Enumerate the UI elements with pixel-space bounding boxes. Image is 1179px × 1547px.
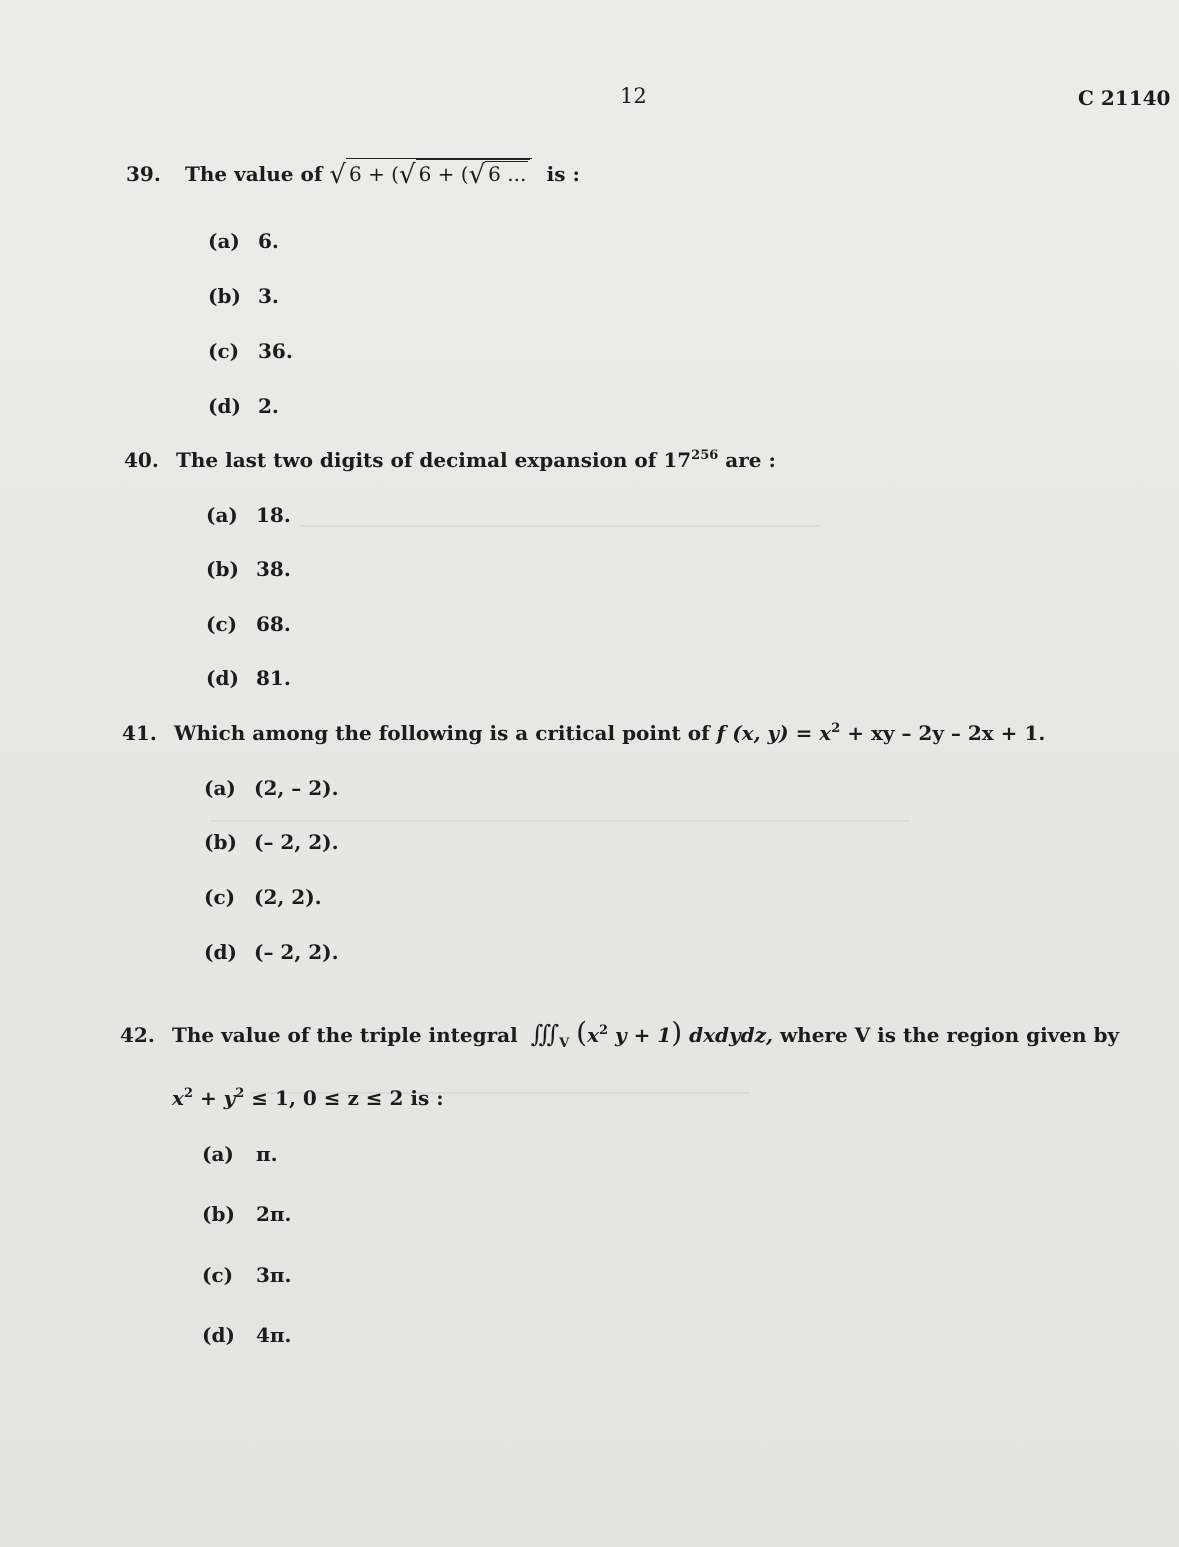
- nested-radical-expression: √ 6 + (√ 6 + (√ 6 ...: [329, 162, 538, 186]
- question-text-tail: is :: [546, 162, 580, 186]
- question-text-tail: are :: [718, 448, 776, 472]
- option-c[interactable]: (c) (2, 2).: [204, 885, 322, 909]
- option-a[interactable]: (a) (2, – 2).: [204, 776, 339, 800]
- question-39: [126, 158, 580, 190]
- option-d[interactable]: (d) 2.: [208, 394, 279, 418]
- question-42: [120, 1016, 1119, 1051]
- exponent: 256: [691, 448, 719, 463]
- question-text: The value of: [184, 162, 323, 186]
- function-expression: f (x, y) = x: [716, 721, 832, 745]
- exponent: 2: [831, 721, 841, 736]
- question-number: 40.: [124, 448, 159, 472]
- triple-integral-expression: $∭_V$ ($x^2$ y + 1) dxdydz,: [530, 1016, 773, 1051]
- question-41: [122, 721, 1045, 745]
- option-a[interactable]: (a) 18.: [206, 503, 291, 527]
- question-number: 42.: [120, 1023, 155, 1047]
- option-d[interactable]: (d) 81.: [206, 666, 291, 690]
- question-text: The last two digits of decimal expansion of 17: [176, 448, 692, 472]
- question-40: [124, 448, 776, 472]
- option-b[interactable]: (b) 2π.: [202, 1202, 292, 1226]
- question-text-tail: + xy – 2y – 2x + 1.: [840, 721, 1046, 745]
- paper-code: C 21140: [1078, 86, 1171, 110]
- option-b[interactable]: (b) 3.: [208, 284, 279, 308]
- page-number: 12: [620, 84, 647, 108]
- question-text-tail: where V is the region given by: [779, 1023, 1120, 1047]
- question-text: The value of the triple integral: [172, 1023, 518, 1047]
- question-number: 39.: [126, 162, 161, 186]
- option-c[interactable]: (c) 36.: [208, 339, 293, 363]
- question-number: 41.: [122, 721, 157, 745]
- option-a[interactable]: (a) π.: [202, 1142, 278, 1166]
- option-b[interactable]: (b) (– 2, 2).: [204, 830, 339, 854]
- question-text: Which among the following is a critical point of: [174, 721, 717, 745]
- option-b[interactable]: (b) 38.: [206, 557, 291, 581]
- bleed-through-mark: [300, 525, 820, 537]
- question-42-line2: $x^2 + y^2 \le 1$, 0 ≤ z ≤ 2 is :: [172, 1086, 444, 1110]
- option-d[interactable]: (d) 4π.: [202, 1323, 292, 1347]
- option-a[interactable]: (a) 6.: [208, 229, 279, 253]
- option-d[interactable]: (d) (– 2, 2).: [204, 940, 339, 964]
- option-c[interactable]: (c) 68.: [206, 612, 291, 636]
- option-c[interactable]: (c) 3π.: [202, 1263, 292, 1287]
